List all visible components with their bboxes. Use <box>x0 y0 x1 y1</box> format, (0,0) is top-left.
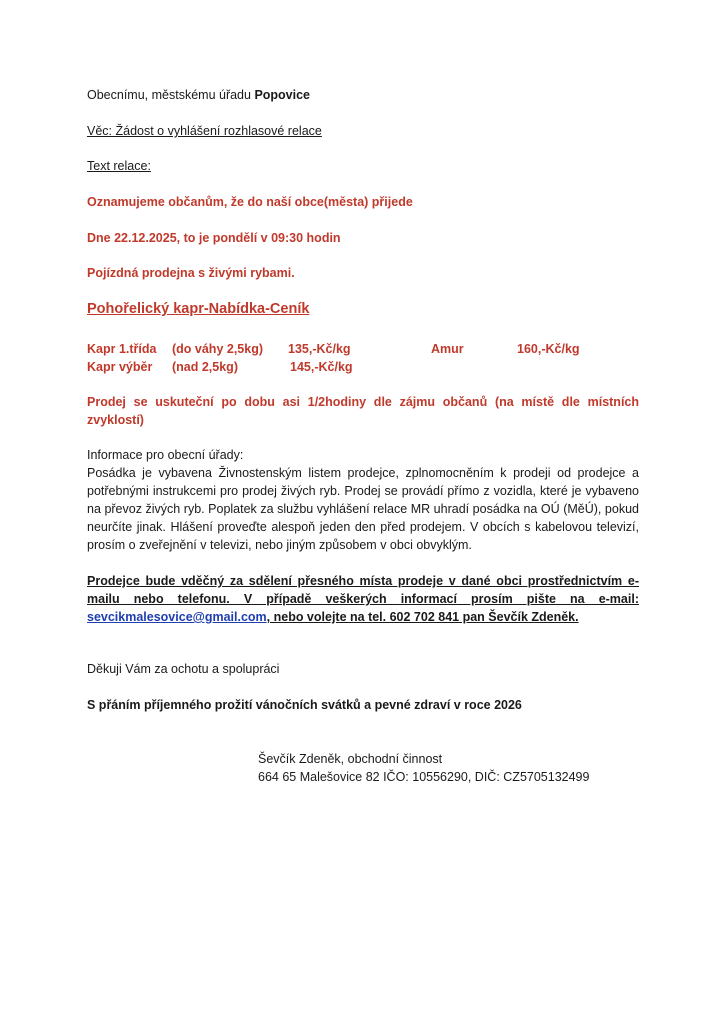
offer-title: Pohořelický kapr-Nabídka-Ceník <box>87 301 310 317</box>
text-label: Text relace: <box>87 159 151 173</box>
wishes-line: S přáním příjemného prožití vánočních svátků a pevné zdraví v roce 2026 <box>87 698 522 712</box>
signature-address: 664 65 Malešovice 82 IČO: 10556290, DIČ: CZ5705132499 <box>258 770 590 784</box>
signature-name: Ševčík Zdeněk, obchodní činnost <box>258 752 443 766</box>
price-row-2-weight: (nad 2,5kg) <box>172 360 238 374</box>
announce-line-3: Pojízdná prodejna s živými rybami. <box>87 266 295 280</box>
announce-line-2: Dne 22.12.2025, to je pondělí v 09:30 hodin <box>87 231 341 245</box>
price-row-2-name: Kapr výběr <box>87 360 153 374</box>
recipient-prefix: Obecnímu, městskému úřadu <box>87 88 255 102</box>
subject-line: Věc: Žádost o vyhlášení rozhlasové relace <box>87 124 322 138</box>
thanks-line: Děkuji Vám za ochotu a spolupráci <box>87 662 280 676</box>
contact-text: Prodejce bude vděčný za sdělení přesného místa prodeje v dané obci prostřednictvím e-mailu nebo telefonu. V případě veškerých informací prosím pište na e-mail: <box>87 574 639 606</box>
contact-paragraph <box>87 572 639 626</box>
sale-duration: Prodej se uskuteční po dobu asi 1/2hodiny dle zájmu občanů (na místě dle místních zvyklostí) <box>87 395 639 427</box>
announce-line-1: Oznamujeme občanům, že do naší obce(města) přijede <box>87 195 413 209</box>
price-row-1-name: Kapr 1.třída <box>87 342 157 356</box>
contact-email-link[interactable]: sevcikmalesovice@gmail.com <box>87 610 267 624</box>
recipient-town: Popovice <box>254 88 311 102</box>
info-text: Posádka je vybavena Živnostenským listem prodejce, zplnomocněním k prodeji od prodejce a potřebnými instrukcemi pro prodej živých ryb. Prodej se provádí přímo z vozidla, které je vybaveno na převoz živých ryb. Poplatek za službu vyhlášení relace MR uhradí posádka na OÚ (MěÚ), pokud neurčíte jinak. Hlášení proveďte alespoň jeden den před prodejem. V obcích s kabelovou televizí, prosím o zveřejnění v televizi, nebo jiným způsobem v obci obvyklým. <box>87 466 639 552</box>
info-label: Informace pro obecní úřady: <box>87 448 244 462</box>
price-row-1-weight: (do váhy 2,5kg) <box>172 342 263 356</box>
price-row-1-price: 135,-Kč/kg <box>288 342 351 356</box>
amur-price: 160,-Kč/kg <box>517 342 580 356</box>
price-row-2-price: 145,-Kč/kg <box>290 360 353 374</box>
recipient-line <box>87 86 310 104</box>
contact-phone-text: , nebo volejte na tel. 602 702 841 pan Ševčík Zdeněk. <box>266 610 579 624</box>
amur-name: Amur <box>431 342 464 356</box>
